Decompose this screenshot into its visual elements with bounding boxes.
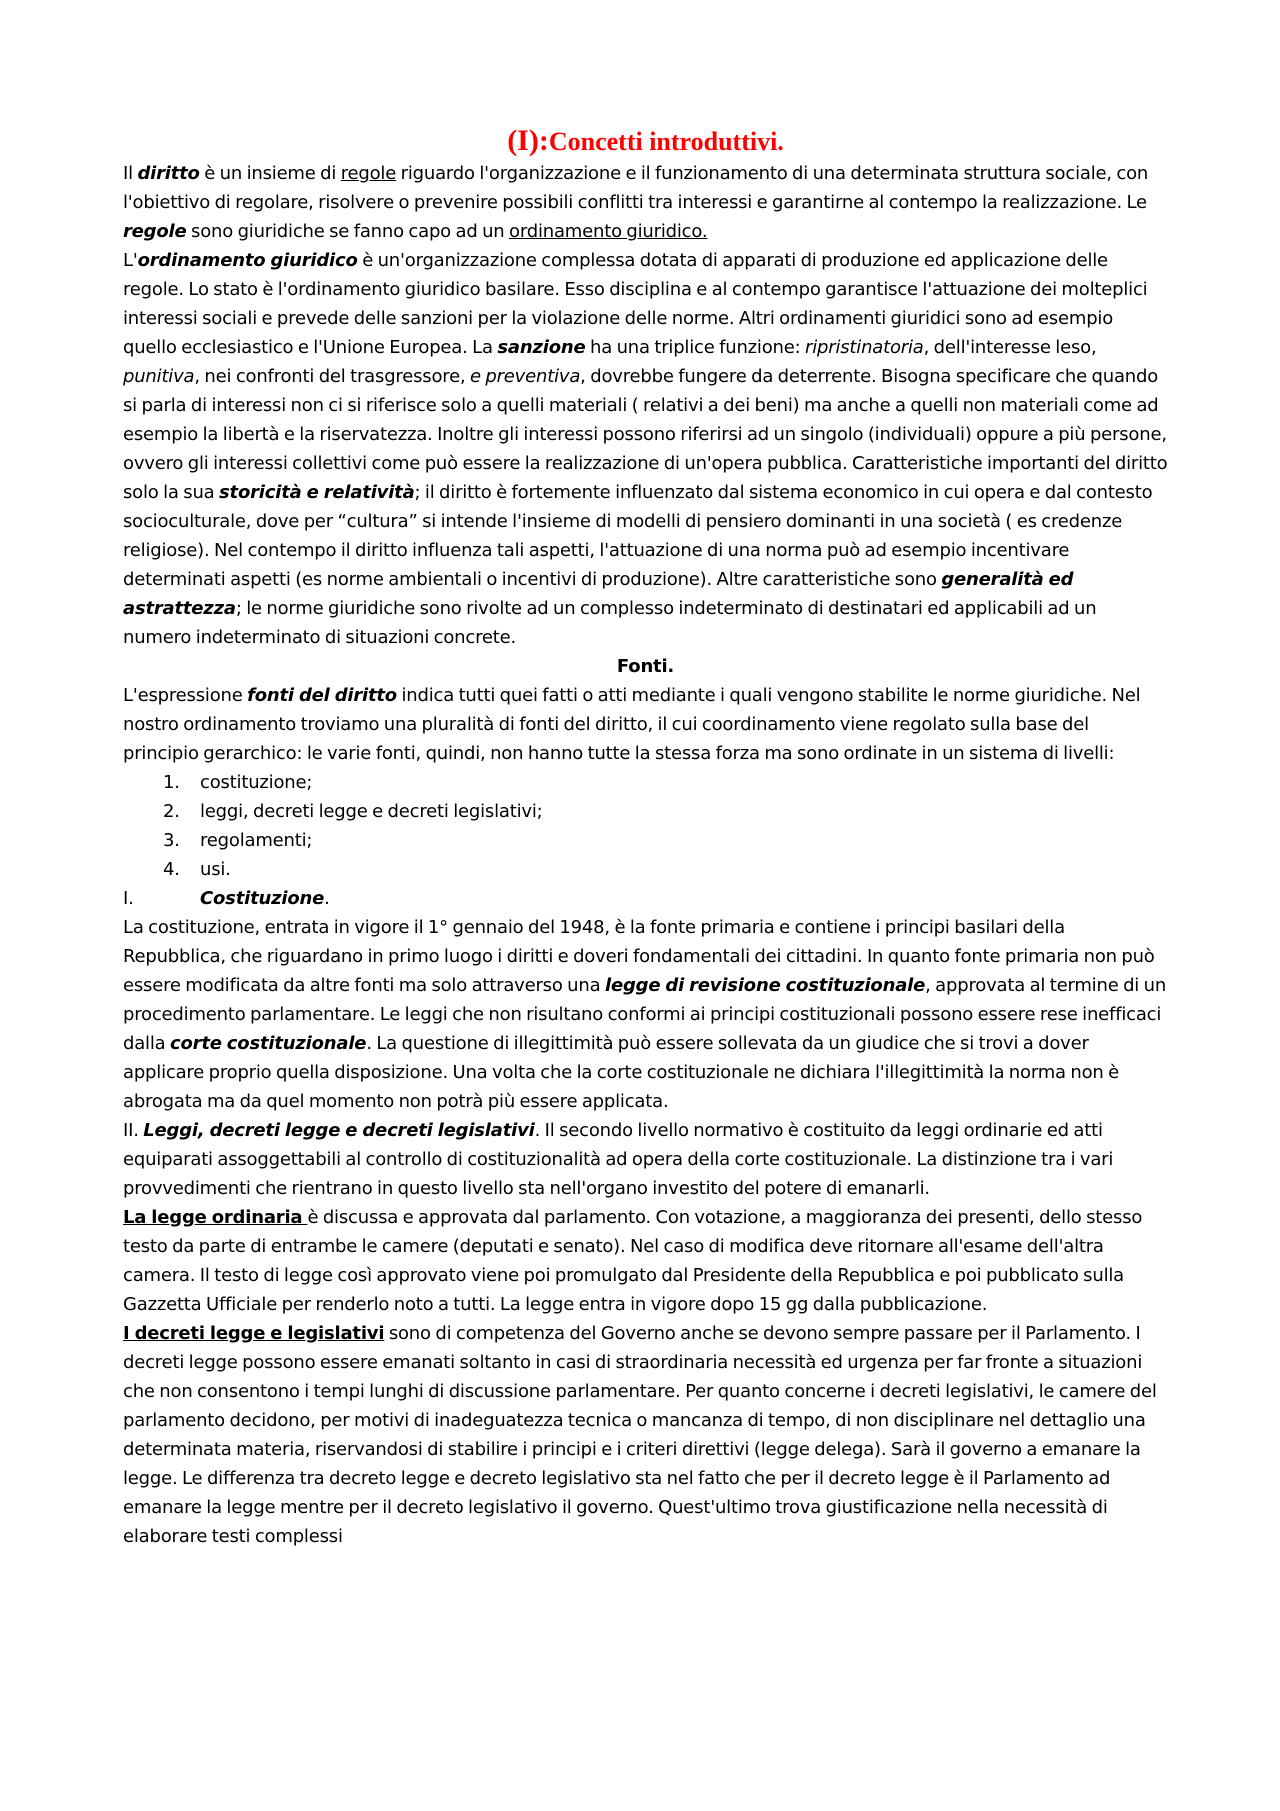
term-regole: regole	[340, 163, 397, 184]
heading-fonti: Fonti.	[616, 656, 675, 677]
title-text: Concetti introduttivi.	[548, 127, 784, 156]
term-legge-revisione: legge di revisione costituzionale	[604, 975, 926, 996]
term-fonti-del-diritto: fonti del diritto	[247, 685, 397, 706]
fonti-list	[123, 768, 1168, 884]
term-leggi-decreti: Leggi, decreti legge e decreti legislativi	[143, 1120, 535, 1141]
section-title: Costituzione	[200, 888, 325, 909]
term-ripristinatoria: ripristinatoria	[805, 337, 924, 358]
list-item: 1. costituzione;	[163, 772, 313, 793]
paragraph-legge-ordinaria: La legge ordinaria è discussa e approvata dal parlamento. Con votazione, a maggioranza dei presenti, dello stesso testo da parte di entrambe le camere (deputati e senato). Nel caso di modifica deve ritornare all'esame dell'altra camera. Il testo di legge così approvato viene poi promulgato dal Presidente della Repubblica e poi pubblicato sulla Gazzetta Ufficiale per renderlo noto a tutti. La legge entra in vigore dopo 15 gg dalla pubblicazione.	[123, 1207, 1143, 1315]
term-sanzione: sanzione	[497, 337, 586, 358]
paragraph-costituzione: La costituzione, entrata in vigore il 1° gennaio del 1948, è la fonte primaria e contiene i principi basilari della Repubblica, che riguardano in primo luogo i diritti e doveri fondamentali dei cittadini. In quanto fonte primaria non può essere modificata da altre fonti ma solo attraverso una legge di revisione costituzionale, approvata al termine di un procedimento parlamentare. Le leggi che non risultano conformi ai principi costituzionali possono essere rese inefficaci dalla corte costituzionale. La questione di illegittimità può essere sollevata da un giudice che si trovi a dover applicare proprio quella disposizione. Una volta che la corte costituzionale ne dichiara l'illegittimità la norma non è abrogata ma da quel momento non potrà più essere applicata.	[123, 917, 1167, 1112]
list-item: 4. usi.	[163, 859, 231, 880]
term-ordinamento-giuridico: ordinamento giuridico.	[509, 221, 708, 242]
term-punitiva: punitiva	[123, 366, 195, 387]
section-number: I.	[123, 888, 134, 909]
paragraph-diritto: Il diritto è un insieme di regole riguardo l'organizzazione e il funzionamento di una determinata struttura sociale, con l'obiettivo di regolare, risolvere o prevenire possibili conflitti tra interessi e garantirne al contempo la realizzazione. Le regole sono giuridiche se fanno capo ad un ordinamento giuridico.	[123, 163, 1149, 242]
term-diritto: diritto	[137, 163, 200, 184]
term-ordinamento: ordinamento giuridico	[137, 250, 358, 271]
term-legge-ordinaria: La legge ordinaria	[123, 1207, 308, 1228]
paragraph-decreti: I decreti legge e legislativi sono di competenza del Governo anche se devono sempre passare per il Parlamento. I decreti legge possono essere emanati soltanto in casi di straordinaria necessità ed urgenza per far fronte a situazioni che non consentono i tempi lunghi di discussione parlamentare. Per quanto concerne i decreti legislativi, le camere del parlamento decidono, per motivi di inadeguatezza tecnica o mancanza di tempo, di non disciplinare nel dettaglio una determinata materia, riservandosi di stabilire i principi e i criteri direttivi (legge delega). Sarà il governo a emanare la legge. Le differenza tra decreto legge e decreto legislativo sta nel fatto che per il decreto legge è il Parlamento ad emanare la legge mentre per il decreto legislativo il governo. Quest'ultimo trova giustificazione nella necessità di elaborare testi complessi	[123, 1323, 1157, 1547]
list-item: 2. leggi, decreti legge e decreti legislativi;	[163, 801, 543, 822]
term-regole-bold: regole	[123, 221, 187, 242]
term-corte-costituzionale: corte costituzionale	[170, 1033, 367, 1054]
paragraph-fonti: L'espressione fonti del diritto indica tutti quei fatti o atti mediante i quali vengono stabilite le norme giuridiche. Nel nostro ordinamento troviamo una pluralità di fonti del diritto, il cui coordinamento viene regolato sulla base del principio gerarchico: le varie fonti, quindi, non hanno tutte la stessa forza ma sono ordinate in un sistema di livelli:	[123, 685, 1141, 764]
term-storicita: storicità e relatività	[219, 482, 415, 503]
heading-costituzione: I. Costituzione.	[123, 884, 1168, 913]
document-title	[123, 124, 1168, 159]
paragraph-leggi: II. Leggi, decreti legge e decreti legislativi. Il secondo livello normativo è costituito da leggi ordinarie ed atti equiparati assoggettabili al controllo di costituzionalità ad opera della corte costituzionale. La distinzione tra i vari provvedimenti che rientrano in questo livello sta nell'organo investito del potere di emanarli.	[123, 1120, 1114, 1199]
term-decreti-legge: I decreti legge e legislativi	[123, 1323, 385, 1344]
list-item: 3. regolamenti;	[163, 830, 313, 851]
term-preventiva: e preventiva	[469, 366, 581, 387]
paragraph-ordinamento: L'ordinamento giuridico è un'organizzazione complessa dotata di apparati di produzione ed applicazione delle regole. Lo stato è l'ordinamento giuridico basilare. Esso disciplina e al contempo garantisce l'attuazione dei molteplici interessi sociali e prevede delle sanzioni per la violazione delle norme. Altri ordinamenti giuridici sono ad esempio quello ecclesiastico e l'Unione Europea. La sanzione ha una triplice funzione: ripristinatoria, dell'interesse leso, punitiva, nei confronti del trasgressore, e preventiva, dovrebbe fungere da deterrente. Bisogna specificare che quando si parla di interessi non ci si riferisce solo a quelli materiali ( relativi a dei beni) ma anche a quelli non materiali come ad esempio la libertà e la riservatezza. Inoltre gli interessi possono riferirsi ad un singolo (individuali) oppure a più persone, ovvero gli interessi collettivi come può essere la realizzazione di un'opera pubblica. Caratteristiche importanti del diritto solo la sua storicità e relatività; il diritto è fortemente influenzato dal sistema economico in cui opera e dal contesto socioculturale, dove per “cultura” si intende l'insieme di modelli di pensiero dominanti in una società ( es credenze religiose). Nel contempo il diritto influenza tali aspetti, l'attuazione di una norma può ad esempio incentivare determinati aspetti (es norme ambientali o incentivi di produzione). Altre caratteristiche sono generalità ed astrattezza; le norme giuridiche sono rivolte ad un complesso indeterminato di destinatari ed applicabili ad un numero indeterminato di situazioni concrete.	[123, 250, 1168, 648]
title-prefix: (I):	[507, 124, 549, 157]
term-generalita: generalità ed astrattezza	[123, 569, 1074, 619]
